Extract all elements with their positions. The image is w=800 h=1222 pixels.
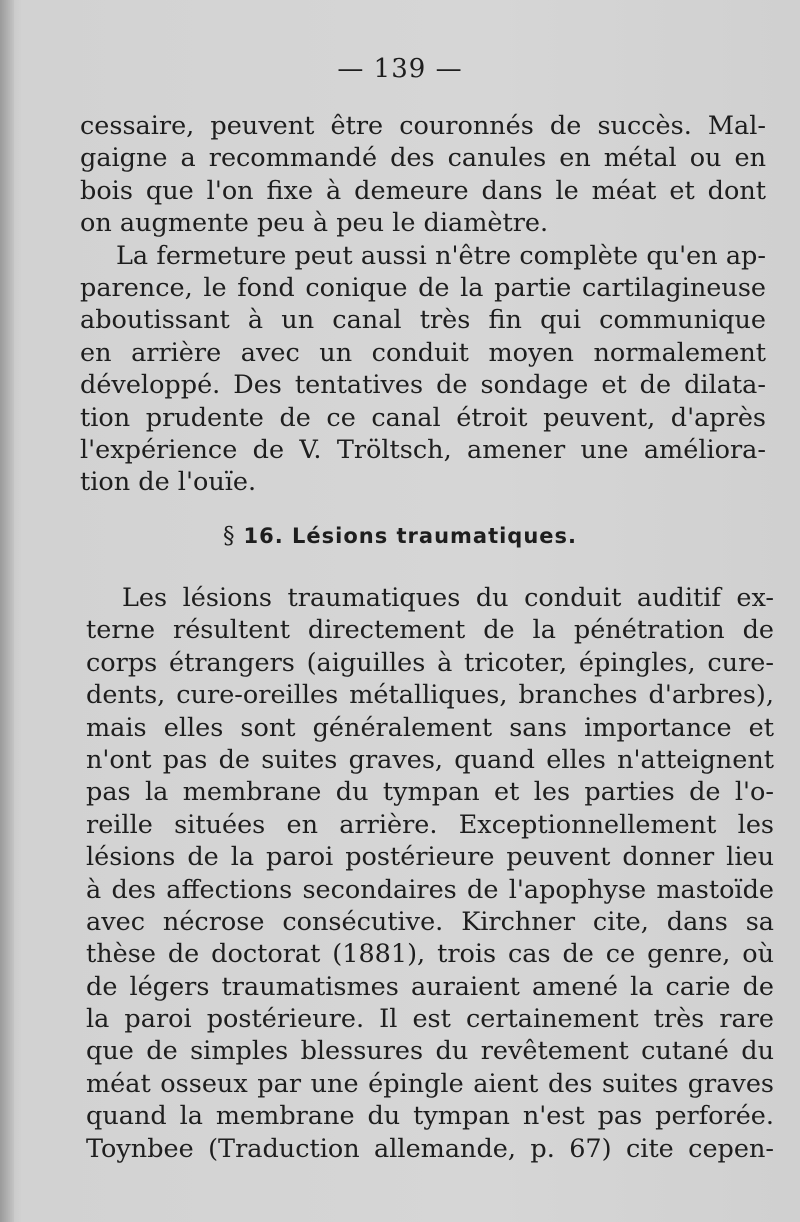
text-line: Toynbee (Traduction allemande, p. 67) cite cepen-: [86, 1133, 774, 1164]
text-line: dents, cure-oreilles métalliques, branches d'arbres),: [86, 680, 774, 711]
text-line: aboutissant à un canal très fin qui communique: [80, 305, 766, 336]
text-line: gaigne a recommandé des canules en métal ou en: [80, 143, 766, 174]
text-line: corps étrangers (aiguilles à tricoter, épingles, cure-: [86, 647, 774, 678]
text-line: lésions de la paroi postérieure peuvent donner lieu: [86, 842, 774, 873]
text-line: tion prudente de ce canal étroit peuvent, d'après: [80, 402, 766, 433]
text-line: avec nécrose consécutive. Kirchner cite, dans sa: [86, 906, 774, 937]
text-line: quand la membrane du tympan n'est pas perforée.: [86, 1101, 774, 1132]
text-line: développé. Des tentatives de sondage et de dilata-: [80, 370, 766, 401]
text-line: La fermeture peut aussi n'être complète qu'en ap-: [116, 240, 766, 271]
text-line: n'ont pas de suites graves, quand elles n'atteignent: [86, 744, 774, 775]
text-line: Les lésions traumatiques du conduit auditif ex-: [122, 583, 774, 613]
text-line: terne résultent directement de la pénétration de: [86, 615, 774, 646]
page-edge-shadow: [0, 0, 14, 1222]
text-line: thèse de doctorat (1881), trois cas de ce genre, où: [86, 939, 774, 970]
section-heading: [0, 520, 800, 552]
page-number: — 139 —: [337, 54, 463, 84]
section-title: 16. Lésions traumatiques.: [243, 524, 578, 548]
text-line: méat osseux par une épingle aient des suites graves: [86, 1068, 774, 1099]
paragraph-1: [80, 110, 766, 240]
text-line: reille situées en arrière. Exceptionnellement les: [86, 809, 774, 840]
text-line: parence, le fond conique de la partie cartilagineuse: [80, 272, 766, 303]
text-line: la paroi postérieure. Il est certainement très rare: [86, 1004, 774, 1035]
text-line: mais elles sont généralement sans importance et: [86, 712, 774, 743]
text-line: pas la membrane du tympan et les parties de l'o-: [86, 777, 774, 808]
text-line: bois que l'on fixe à demeure dans le méat et dont: [80, 175, 766, 206]
section-sign: §: [222, 523, 236, 549]
paragraph-2: [80, 240, 766, 499]
text-line: de légers traumatismes auraient amené la carie de: [86, 971, 774, 1002]
text-line: tion de l'ouïe.: [80, 467, 257, 498]
paragraph-3: [86, 582, 774, 1165]
text-line: l'expérience de V. Tröltsch, amener une améliora-: [80, 434, 766, 465]
text-line: en arrière avec un conduit moyen normalement: [80, 337, 766, 368]
text-line: à des affections secondaires de l'apophyse mastoïde: [86, 874, 774, 905]
text-line: on augmente peu à peu le diamètre.: [80, 208, 549, 239]
text-line: cessaire, peuvent être couronnés de succès. Mal-: [80, 111, 766, 141]
text-line: que de simples blessures du revêtement cutané du: [86, 1036, 774, 1067]
